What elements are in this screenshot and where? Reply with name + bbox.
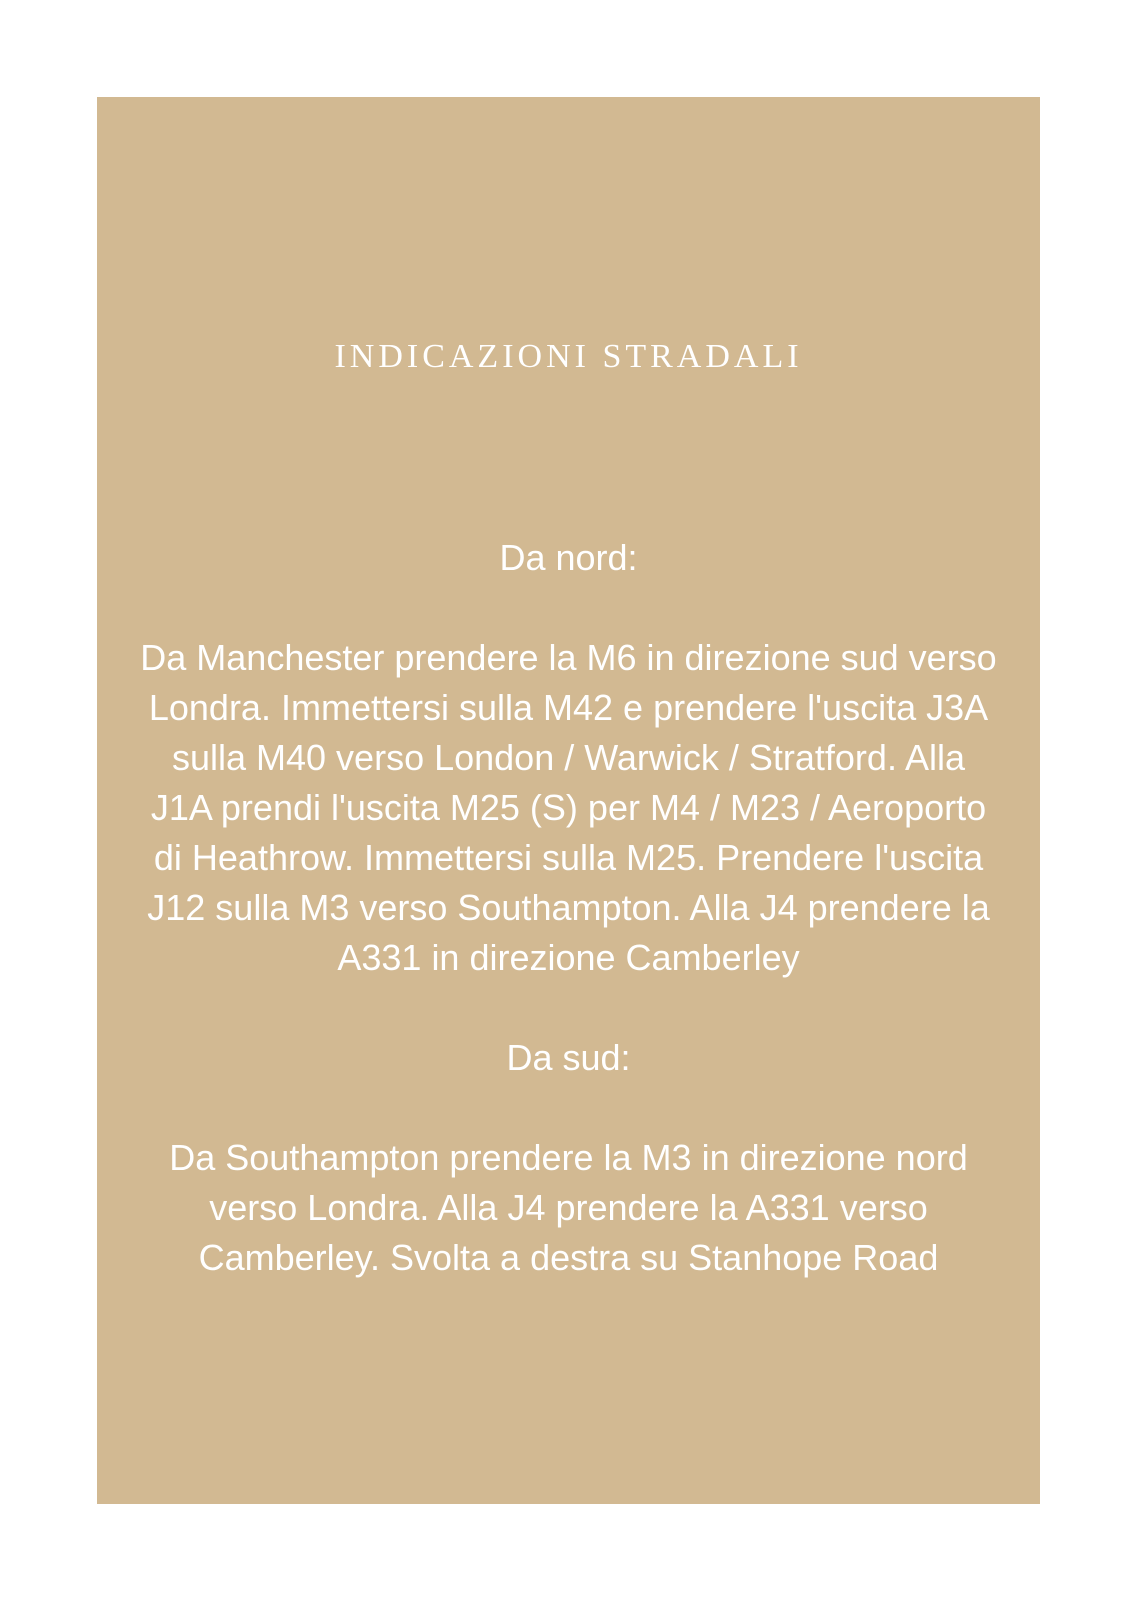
directions-content bbox=[137, 533, 1000, 1283]
page-title: INDICAZIONI STRADALI bbox=[334, 338, 803, 375]
section-body-south: Da Southampton prendere la M3 in direzione nord verso Londra. Alla J4 prendere la A331 verso Camberley. Svolta a destra su Stanhope Road bbox=[169, 1137, 968, 1278]
directions-panel bbox=[97, 97, 1040, 1504]
section-heading-south: Da sud: bbox=[506, 1037, 631, 1078]
section-body-north: Da Manchester prendere la M6 in direzione sud verso Londra. Immettersi sulla M42 e prendere l'uscita J3A sulla M40 verso London / Warwick / Stratford. Alla J1A prendi l'uscita M25 (S) per M4 / M23 / Aeroporto di Heathrow. Immettersi sulla M25. Prendere l'uscita J12 sulla M3 verso Southampton. Alla J4 prendere la A331 in direzione Camberley bbox=[140, 637, 997, 978]
section-heading-north: Da nord: bbox=[499, 537, 638, 578]
